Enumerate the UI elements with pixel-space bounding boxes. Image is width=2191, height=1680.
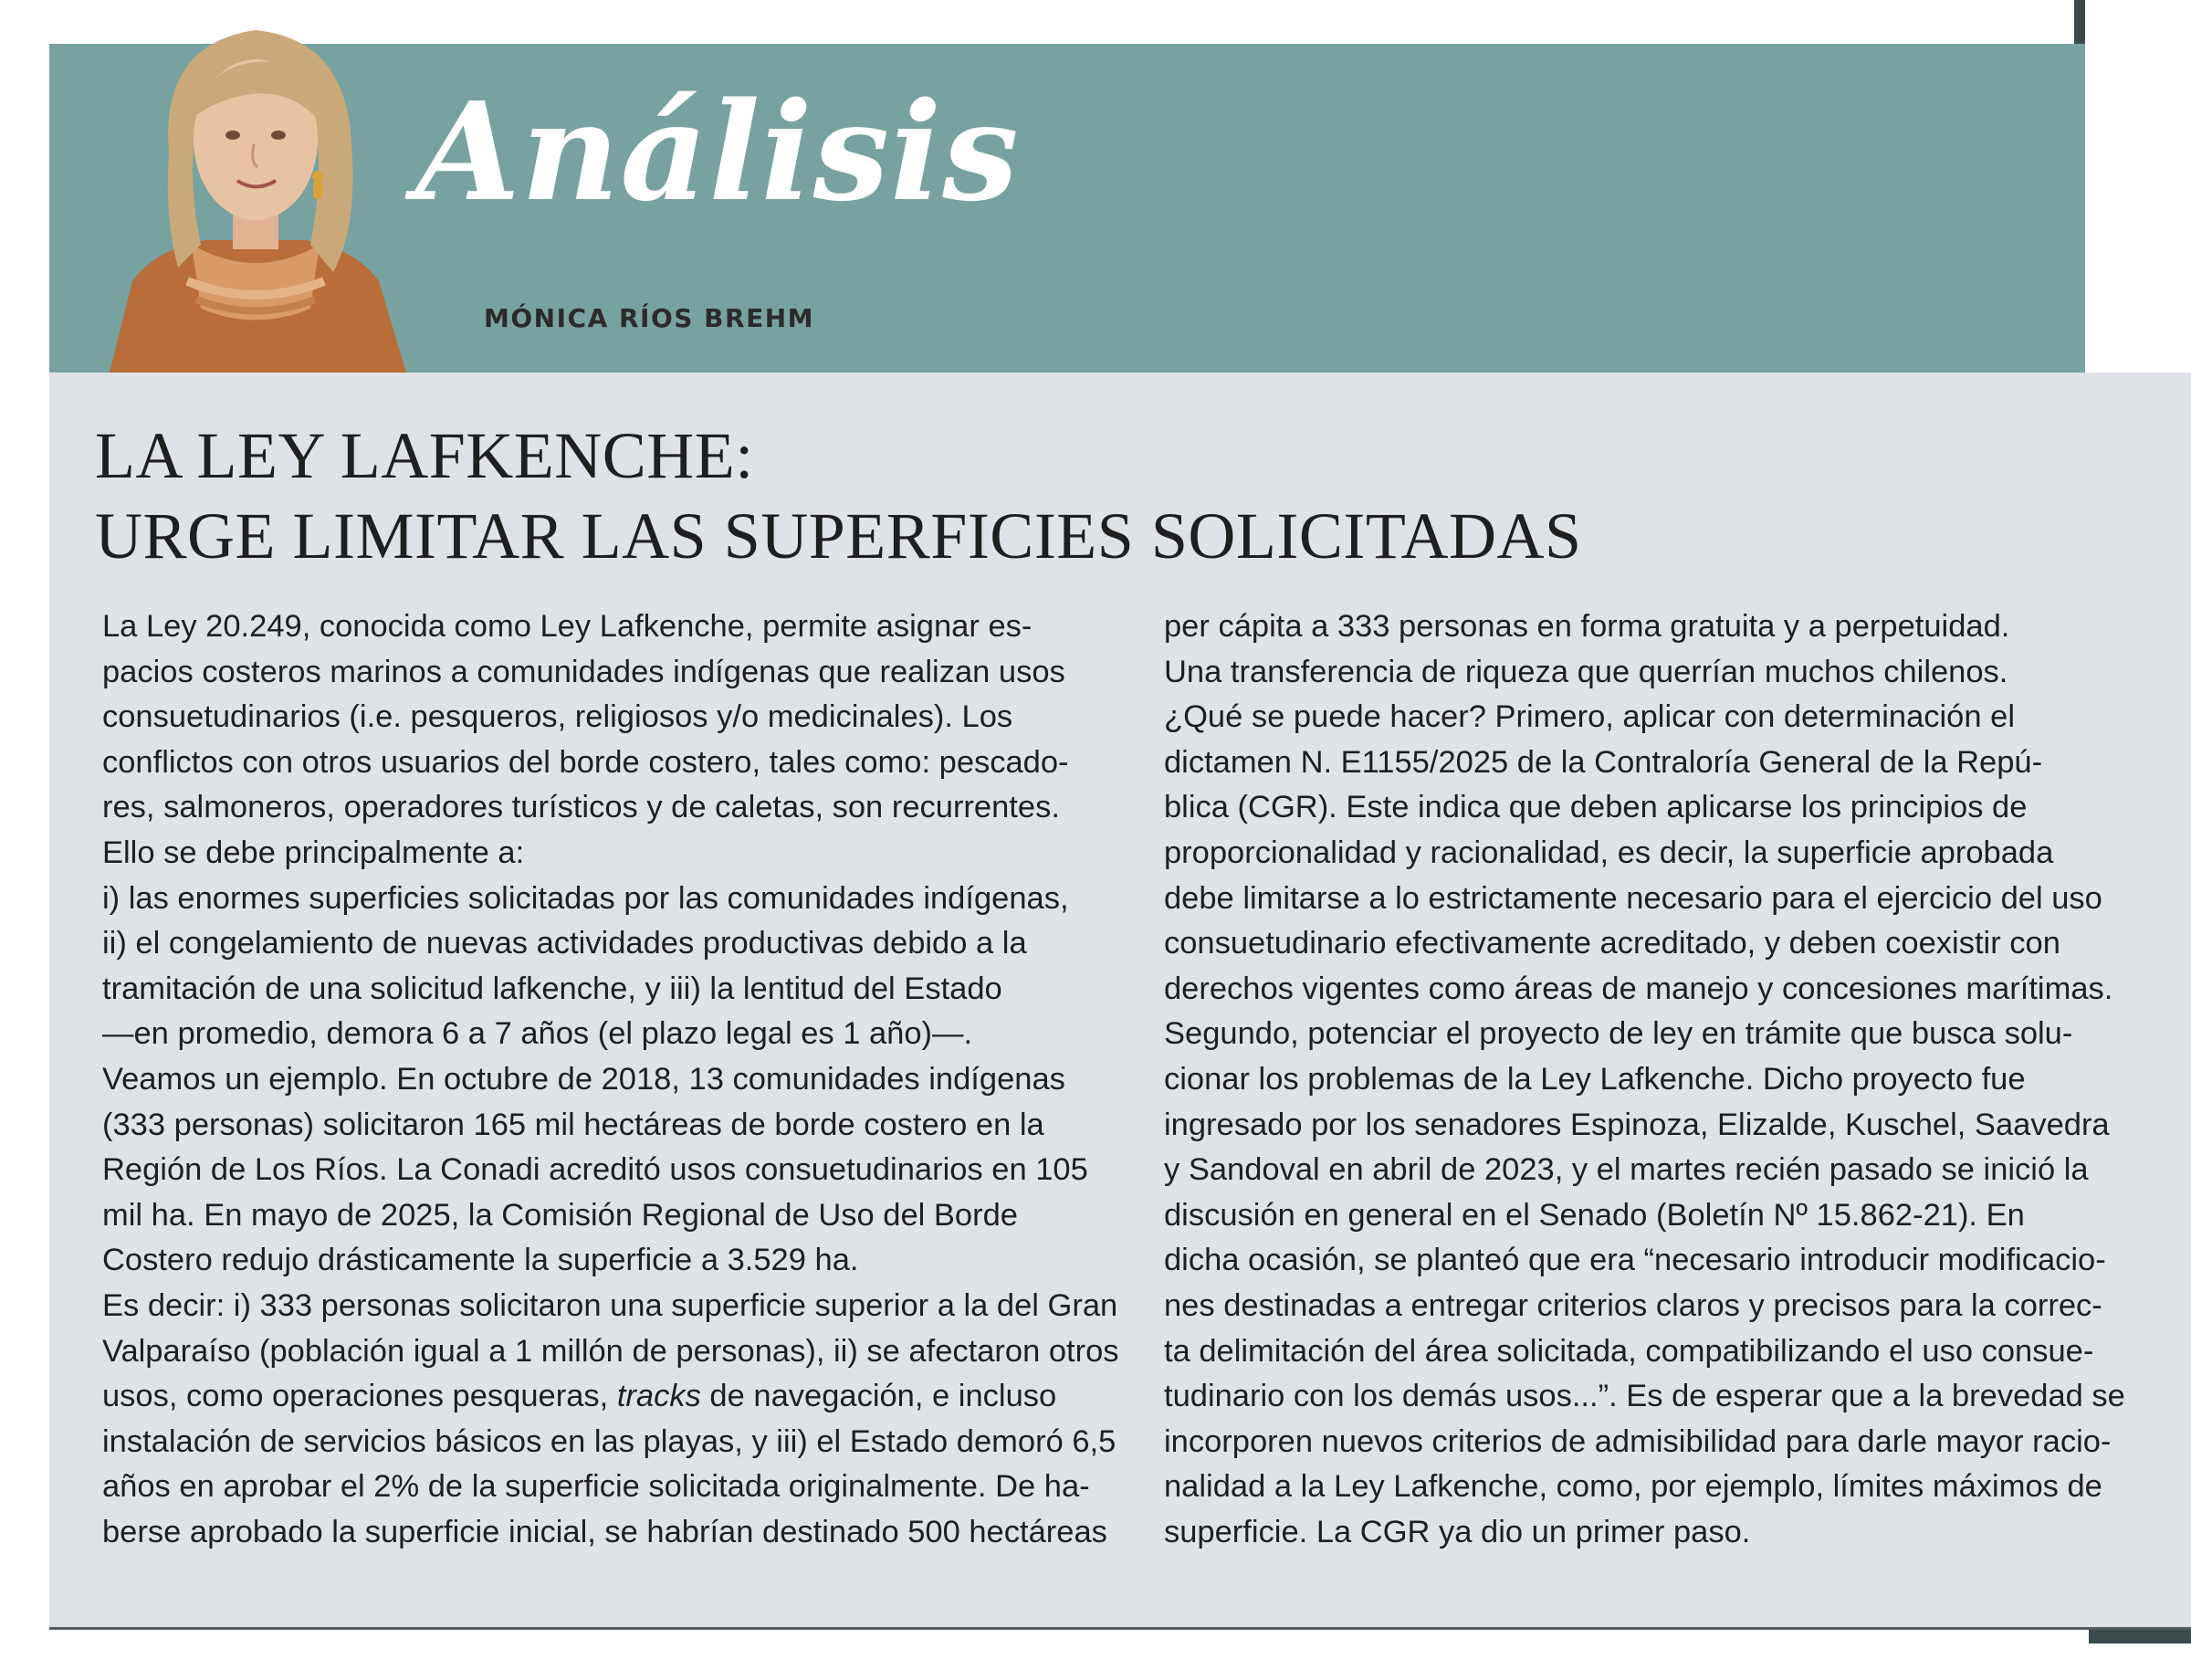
- headline-line-2: URGE LIMITAR LAS SUPERFICIES SOLICITADAS: [95, 499, 1582, 572]
- body-line: Una transferencia de riqueza que querrían muchos chilenos.: [1164, 654, 2008, 689]
- body-line: La Ley 20.249, conocida como Ley Lafkenche, permite asignar es-: [102, 609, 1033, 644]
- body-line: ¿Qué se puede hacer? Primero, aplicar con determinación el: [1164, 699, 2015, 735]
- body-line: ii) el congelamiento de nuevas actividades productivas debido a la: [102, 926, 1027, 961]
- body-line: derechos vigentes como áreas de manejo y concesiones marítimas.: [1164, 971, 2113, 1006]
- body-line: (333 personas) solicitaron 165 mil hectáreas de borde costero en la: [102, 1107, 1044, 1142]
- body-line: proporcionalidad y racionalidad, es decir, la superficie aprobada: [1164, 835, 2054, 870]
- body-line: Región de Los Ríos. La Conadi acreditó usos consuetudinarios en 105: [102, 1152, 1088, 1188]
- body-line: mil ha. En mayo de 2025, la Comisión Regional de Uso del Borde: [102, 1197, 1018, 1233]
- body-line: Es decir: i) 333 personas solicitaron una superficie superior a la del Gran: [102, 1287, 1118, 1323]
- body-line: instalación de servicios básicos en las playas, y iii) el Estado demoró 6,5: [102, 1423, 1116, 1459]
- body-line: res, salmoneros, operadores turísticos y de caletas, son recurrentes.: [102, 790, 1060, 825]
- body-text-after-italic: de navegación, e incluso: [700, 1379, 1057, 1414]
- body-line: i) las enormes superficies solicitadas por las comunidades indígenas,: [102, 880, 1069, 916]
- body-line: per cápita a 333 personas en forma gratuita y a perpetuidad.: [1164, 609, 2010, 644]
- body-line: ingresado por los senadores Espinoza, Elizalde, Kuschel, Saavedra: [1164, 1107, 2110, 1142]
- body-line: dictamen N. E1155/2025 de la Contraloría General de la Repú-: [1164, 744, 2043, 780]
- body-line: años en aprobar el 2% de la superficie solicitada originalmente. De ha-: [102, 1469, 1090, 1505]
- body-line: blica (CGR). Este indica que deben aplicarse los principios de: [1164, 790, 2028, 825]
- body-line: Valparaíso (población igual a 1 millón de personas), ii) se afectaron otros: [102, 1333, 1119, 1369]
- body-line: dicha ocasión, se planteó que era “necesario introducir modificacio-: [1164, 1243, 2106, 1278]
- body-line: discusión en general en el Senado (Boletín Nº 15.862-21). En: [1164, 1197, 2025, 1233]
- body-line: nalidad a la Ley Lafkenche, como, por ejemplo, límites máximos de: [1164, 1469, 2102, 1505]
- body-line: Costero redujo drásticamente la superficie a 3.529 ha.: [102, 1243, 859, 1278]
- body-line: tramitación de una solicitud lafkenche, y iii) la lentitud del Estado: [102, 971, 1002, 1006]
- body-line: berse aprobado la superficie inicial, se habrían destinado 500 hectáreas: [102, 1514, 1107, 1549]
- body-line: debe limitarse a lo estrictamente necesario para el ejercicio del uso: [1164, 880, 2102, 916]
- italic-word-tracks: tracks: [616, 1379, 701, 1414]
- body-line: cionar los problemas de la Ley Lafkenche. Dicho proyecto fue: [1164, 1061, 2026, 1097]
- article-body-left-column: [102, 604, 1125, 1555]
- body-line: consuetudinarios (i.e. pesqueros, religiosos y/o medicinales). Los: [102, 699, 1013, 735]
- body-line: ta delimitación del área solicitada, compatibilizando el uso consue-: [1164, 1333, 2094, 1369]
- section-title: Análisis: [415, 72, 1020, 231]
- body-line: conflictos con otros usuarios del borde costero, tales como: pescado-: [102, 744, 1069, 780]
- article-body-right-column: [1164, 604, 2168, 1555]
- body-line: Ello se debe principalmente a:: [102, 835, 525, 870]
- body-line: y Sandoval en abril de 2023, y el martes recién pasado se inició la: [1164, 1152, 2089, 1188]
- bottom-rule: [49, 1627, 2191, 1630]
- body-line: pacios costeros marinos a comunidades indígenas que realizan usos: [102, 654, 1065, 689]
- author-name: MÓNICA RÍOS BREHM: [484, 303, 815, 333]
- body-line: Segundo, potenciar el proyecto de ley en trámite que busca solu-: [1164, 1016, 2073, 1052]
- article-headline: [95, 415, 1582, 576]
- body-line: Veamos un ejemplo. En octubre de 2018, 13 comunidades indígenas: [102, 1061, 1065, 1097]
- body-line-with-italic: [102, 1374, 1125, 1420]
- body-line: —en promedio, demora 6 a 7 años (el plazo legal es 1 año)—.: [102, 1016, 973, 1052]
- author-portrait: [91, 7, 420, 373]
- body-line: consuetudinario efectivamente acreditado, y deben coexistir con: [1164, 926, 2060, 961]
- headline-line-1: LA LEY LAFKENCHE:: [95, 419, 754, 492]
- body-line: tudinario con los demás usos...”. Es de esperar que a la brevedad se: [1164, 1379, 2125, 1414]
- body-text-before-italic: usos, como operaciones pesqueras,: [102, 1379, 617, 1414]
- body-line: incorporen nuevos criterios de admisibilidad para darle mayor racio-: [1164, 1423, 2112, 1459]
- body-line: nes destinadas a entregar criterios claros y precisos para la correc-: [1164, 1287, 2102, 1323]
- body-line: superficie. La CGR ya dio un primer paso.: [1164, 1514, 1751, 1549]
